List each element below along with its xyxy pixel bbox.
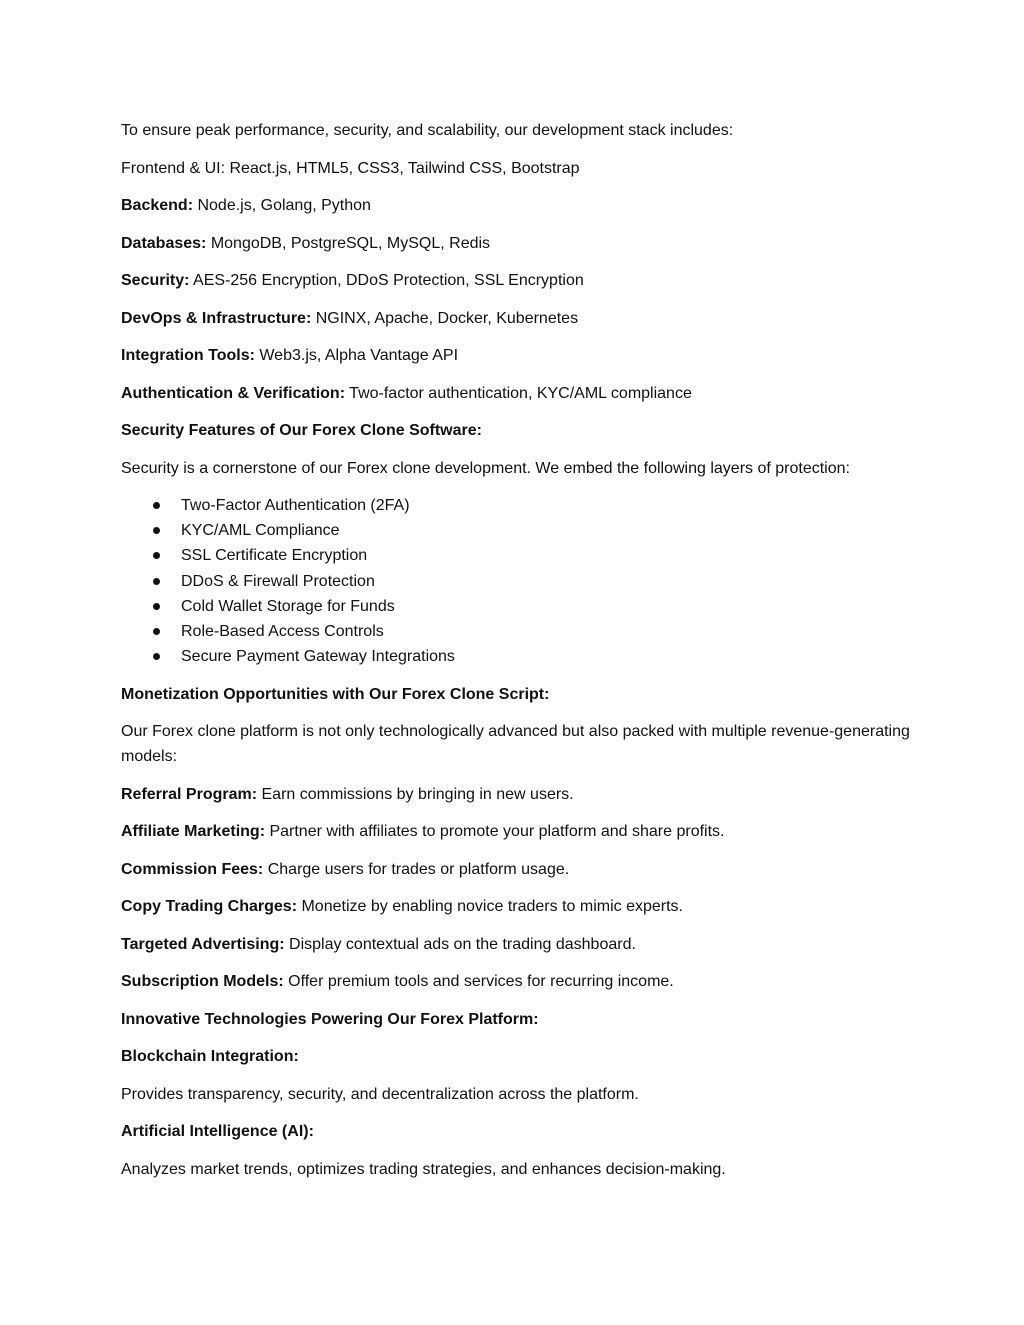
bullet-icon [153, 653, 160, 660]
stack-label: Integration Tools: [121, 347, 255, 364]
list-item-text: Two-Factor Authentication (2FA) [181, 497, 410, 514]
list-item-text: SSL Certificate Encryption [181, 547, 368, 565]
bullet-icon [153, 527, 160, 534]
list-item [121, 493, 911, 518]
monetization-advertising [121, 932, 911, 957]
list-item [121, 594, 911, 619]
monetization-text: Earn commissions by bringing in new users. [257, 785, 574, 803]
list-item [121, 644, 911, 669]
monetization-heading: Monetization Opportunities with Our Forex Clone Script: [121, 685, 550, 703]
list-item-text: Cold Wallet Storage for Funds [181, 597, 395, 615]
bullet-icon [153, 502, 160, 509]
stack-text: NGINX, Apache, Docker, Kubernetes [311, 309, 579, 327]
monetization-text: Charge users for trades or platform usage. [263, 860, 570, 878]
monetization-label: Copy Trading Charges: [121, 898, 298, 916]
security-list [121, 493, 911, 669]
monetization-affiliate [121, 819, 911, 844]
monetization-label: Subscription Models: [121, 973, 284, 991]
blockchain-text: Provides transparency, security, and decentralization across the platform. [121, 1085, 639, 1103]
stack-label: Authentication & Verification: [121, 384, 346, 402]
stack-text: Node.js, Golang, Python [193, 197, 371, 214]
monetization-text: Offer premium tools and services for recurring income. [283, 973, 674, 991]
stack-backend [121, 193, 911, 218]
stack-databases [121, 231, 911, 256]
bullet-icon [153, 578, 160, 585]
stack-authentication [121, 381, 911, 406]
ai-heading: Artificial Intelligence (AI): [121, 1123, 314, 1141]
list-item [121, 569, 911, 594]
stack-label: Databases: [121, 234, 207, 252]
intro-paragraph: To ensure peak performance, security, and scalability, our development stack includes: [121, 122, 734, 139]
monetization-label: Referral Program: [121, 785, 258, 803]
monetization-commission [121, 857, 911, 882]
bullet-icon [153, 603, 160, 610]
blockchain-heading: Blockchain Integration: [121, 1048, 299, 1066]
stack-label: Security: [121, 272, 190, 289]
list-item-text: DDoS & Firewall Protection [181, 572, 375, 590]
stack-text: Two-factor authentication, KYC/AML compliance [345, 384, 692, 402]
monetization-text: Monetize by enabling novice traders to mimic experts. [297, 898, 683, 916]
monetization-subscription [121, 969, 911, 994]
list-item [121, 543, 911, 568]
list-item [121, 518, 911, 543]
monetization-label: Commission Fees: [121, 860, 264, 878]
stack-text: Web3.js, Alpha Vantage API [254, 347, 459, 364]
stack-text: AES-256 Encryption, DDoS Protection, SSL Encryption [189, 272, 584, 289]
monetization-text: Display contextual ads on the trading dashboard. [284, 935, 636, 953]
security-intro: Security is a cornerstone of our Forex clone development. We embed the following layers of protection: [121, 459, 850, 477]
list-item-text: Role-Based Access Controls [181, 623, 384, 641]
security-heading: Security Features of Our Forex Clone Software: [121, 422, 482, 439]
monetization-label: Targeted Advertising: [121, 935, 285, 953]
stack-text: MongoDB, PostgreSQL, MySQL, Redis [206, 234, 491, 252]
stack-label: DevOps & Infrastructure: [121, 309, 312, 327]
stack-security [121, 268, 911, 293]
monetization-copy-trading [121, 894, 911, 919]
monetization-label: Affiliate Marketing: [121, 823, 266, 841]
stack-devops [121, 306, 911, 331]
stack-integration [121, 343, 911, 368]
monetization-text: Partner with affiliates to promote your platform and share profits. [265, 823, 725, 841]
ai-text: Analyzes market trends, optimizes trading strategies, and enhances decision-making. [121, 1160, 726, 1178]
document-page [121, 118, 911, 1194]
list-item-text: Secure Payment Gateway Integrations [181, 648, 455, 666]
stack-label: Backend: [121, 197, 194, 214]
list-item-text: KYC/AML Compliance [181, 522, 340, 540]
monetization-referral [121, 782, 911, 807]
bullet-icon [153, 552, 160, 559]
bullet-icon [153, 628, 160, 635]
frontend-line: Frontend & UI: React.js, HTML5, CSS3, Tailwind CSS, Bootstrap [121, 159, 580, 177]
monetization-intro: Our Forex clone platform is not only technologically advanced but also packed with multiple revenue-generating models: [121, 723, 910, 766]
list-item [121, 619, 911, 644]
innovation-heading: Innovative Technologies Powering Our Forex Platform: [121, 1010, 539, 1028]
